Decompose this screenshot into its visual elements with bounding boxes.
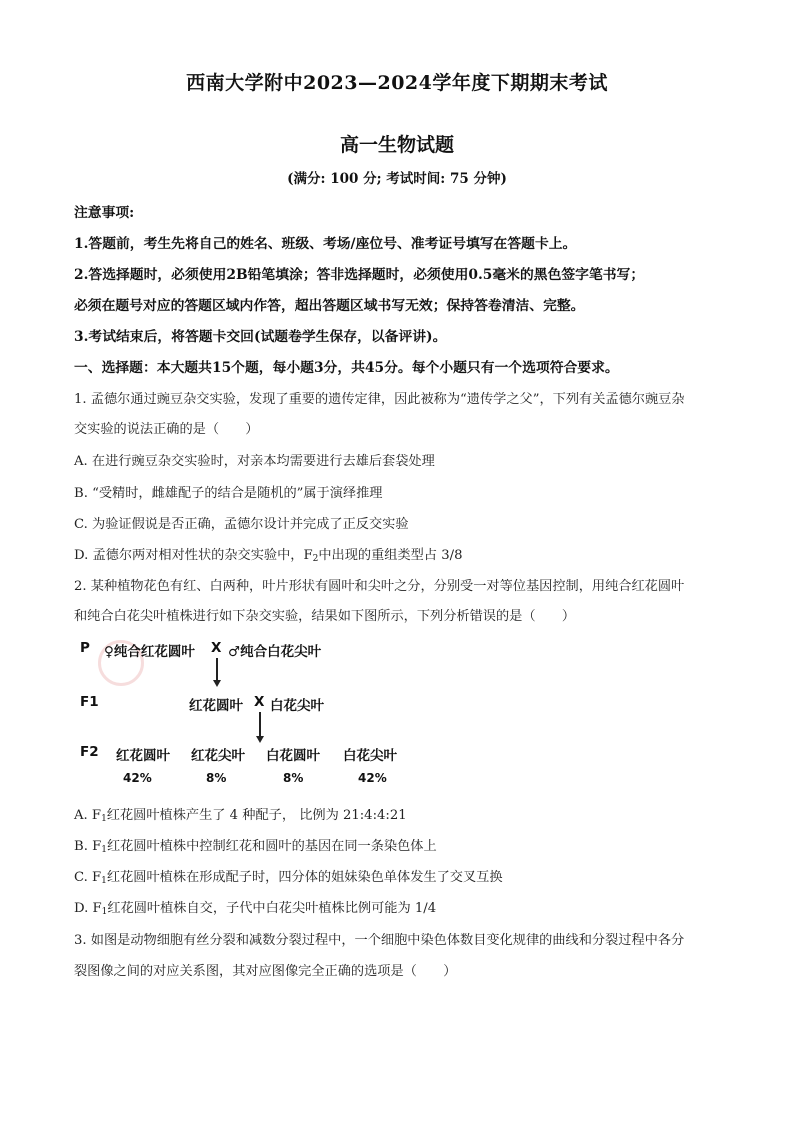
notice-item-2-cont: 必须在题号对应的答题区域内作答，超出答题区域书写无效；保持答卷清洁、完整。 bbox=[74, 298, 585, 314]
diagram-arrow-p-f1-head bbox=[213, 680, 221, 687]
q2-option-b-sub: 1 bbox=[101, 845, 107, 855]
q1-option-d-pre: D. 孟德尔两对相对性状的杂交实验中，F bbox=[74, 548, 313, 563]
q2-option-d-pre: D. F bbox=[74, 901, 102, 916]
diagram-f2-pct-2: 8% bbox=[206, 771, 227, 785]
diagram-f2-type-3: 白花圆叶 bbox=[266, 748, 320, 764]
q2-option-a bbox=[74, 804, 407, 824]
subject-title: 高一生物试题 bbox=[339, 134, 454, 156]
diagram-f2-pct-3: 8% bbox=[283, 771, 304, 785]
score-time-note: (满分: 100 分; 考试时间: 75 分钟) bbox=[287, 171, 507, 187]
notice-heading: 注意事项: bbox=[74, 205, 135, 221]
q3-stem-line1: 3. 如图是动物细胞有丝分裂和减数分裂过程中，一个细胞中染色体数目变化规律的曲线和分裂过程中各分 bbox=[74, 933, 685, 948]
q1-stem-line2: 交实验的说法正确的是（ ） bbox=[74, 422, 259, 437]
diagram-p-female: ♀纯合红花圆叶 bbox=[104, 644, 195, 660]
q2-option-d-post: 红花圆叶植株自交，子代中白花尖叶植株比例可能为 1/4 bbox=[107, 901, 437, 916]
diagram-f1-label: F1 bbox=[80, 694, 99, 710]
q2-option-b-pre: B. F bbox=[74, 839, 102, 854]
diagram-f2-pct-1: 42% bbox=[123, 771, 152, 785]
q2-option-c-pre: C. F bbox=[74, 870, 102, 885]
section-heading: 一、选择题：本大题共15个题，每小题3分，共45分。每个小题只有一个选项符合要求。 bbox=[74, 360, 619, 376]
q2-stem-line2: 和纯合白花尖叶植株进行如下杂交实验，结果如下图所示，下列分析错误的是（ ） bbox=[74, 609, 576, 624]
q1-option-d bbox=[74, 544, 462, 564]
q2-option-d bbox=[74, 897, 436, 917]
q2-option-c-post: 红花圆叶植株在形成配子时，四分体的姐妹染色单体发生了交叉互换 bbox=[106, 870, 503, 885]
q2-option-b-post: 红花圆叶植株中控制红花和圆叶的基因在同一条染色体上 bbox=[106, 839, 437, 854]
notice-item-1: 1.答题前，考生先将自己的姓名、班级、考场/座位号、准考证号填写在答题卡上。 bbox=[74, 236, 577, 252]
diagram-f2-type-2: 红花尖叶 bbox=[191, 748, 245, 764]
q1-stem-line1: 1. 孟德尔通过豌豆杂交实验，发现了重要的遗传定律，因此被称为“遗传学之父”，下列有关孟德尔豌豆杂 bbox=[74, 392, 685, 407]
diagram-f1-left: 红花圆叶 bbox=[189, 698, 243, 714]
q2-option-a-sub: 1 bbox=[101, 814, 107, 824]
q2-option-a-post: 红花圆叶植株产生了 4 种配子， 比例为 21:4:4:21 bbox=[106, 808, 407, 823]
q2-option-a-pre: A. F bbox=[74, 808, 102, 823]
q2-option-d-sub: 1 bbox=[101, 907, 108, 917]
q3-stem-line2: 裂图像之间的对应关系图，其对应图像完全正确的选项是（ ） bbox=[74, 964, 457, 979]
diagram-arrow-f1-f2-head bbox=[256, 736, 264, 743]
diagram-p-label: P bbox=[80, 640, 90, 656]
diagram-f1-right: 白花尖叶 bbox=[270, 698, 324, 714]
q2-option-c bbox=[74, 866, 503, 886]
q1-option-a: A. 在进行豌豆杂交实验时，对亲本均需要进行去雄后套袋处理 bbox=[74, 454, 435, 469]
q1-option-d-post: 中出现的重组类型占 3/8 bbox=[318, 548, 463, 563]
diagram-f2-pct-4: 42% bbox=[358, 771, 387, 785]
diagram-f2-type-4: 白花尖叶 bbox=[343, 748, 397, 764]
diagram-f1-cross: X bbox=[254, 694, 265, 710]
q2-option-c-sub: 1 bbox=[101, 876, 107, 886]
exam-title: 西南大学附中2023—2024学年度下期期末考试 bbox=[186, 72, 608, 94]
diagram-f2-type-1: 红花圆叶 bbox=[116, 748, 170, 764]
diagram-arrow-f1-f2-line bbox=[259, 712, 261, 736]
notice-item-3: 3.考试结束后，将答题卡交回(试题卷学生保存，以备评讲)。 bbox=[74, 329, 447, 345]
diagram-p-male: ♂纯合白花尖叶 bbox=[228, 644, 322, 660]
q1-option-c: C. 为验证假说是否正确，孟德尔设计并完成了正反交实验 bbox=[74, 517, 409, 532]
diagram-f2-label: F2 bbox=[80, 744, 99, 760]
notice-item-2: 2.答选择题时，必须使用2B铅笔填涂；答非选择题时，必须使用0.5毫米的黑色签字笔书写； bbox=[74, 267, 645, 283]
q2-stem-line1: 2. 某种植物花色有红、白两种，叶片形状有圆叶和尖叶之分，分别受一对等位基因控制，用纯合红花圆叶 bbox=[74, 579, 685, 594]
diagram-p-cross: X bbox=[211, 640, 222, 656]
q1-option-b: B. “受精时，雌雄配子的结合是随机的”属于演绎推理 bbox=[74, 486, 383, 501]
diagram-arrow-p-f1-line bbox=[216, 658, 218, 680]
q1-option-d-sub: 2 bbox=[312, 554, 319, 564]
q2-option-b bbox=[74, 835, 437, 855]
